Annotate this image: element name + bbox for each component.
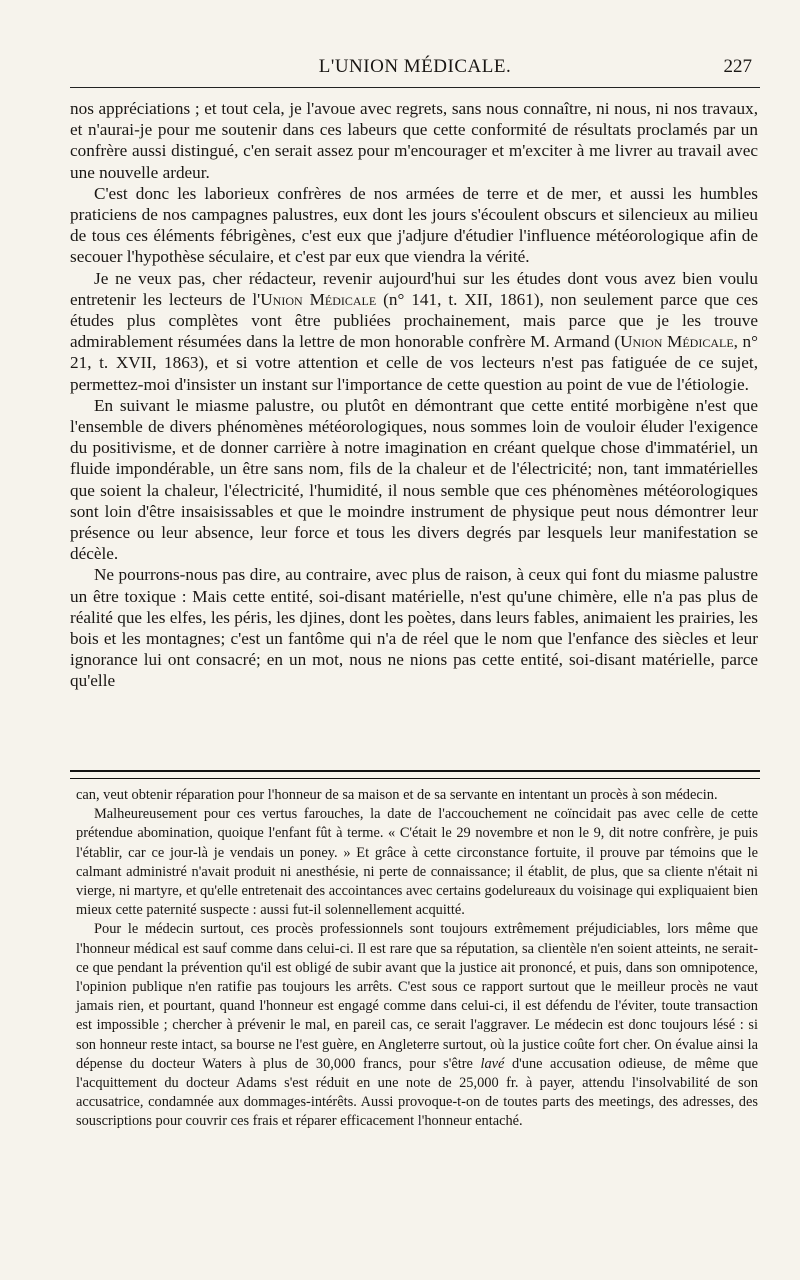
main-text: [70, 98, 758, 692]
journal-name: Union Médicale: [620, 332, 734, 352]
paragraph-3-part-c: , n° 21, t. XVII, 1863), et si votre attention et celle de vos lecteurs n'est pas fatiguée de ce sujet, permettez-moi d'insister un instant sur l'importance de cette question au point de vue de l'étiologie.: [70, 332, 759, 394]
running-title: L'UNION MÉDICALE.: [318, 56, 512, 77]
paragraph-3-part-a: Je ne veux pas, cher rédacteur, revenir aujourd'hui sur les études dont vous avez bien voulu entretenir les lecteurs de l': [70, 268, 758, 309]
paragraph-3: [70, 268, 758, 395]
page-header: [70, 52, 760, 82]
paragraph-4: En suivant le miasme palustre, ou plutôt en démontrant que cette entité morbigène n'est que l'ensemble de divers phénomènes météorologiques, nous sommes loin de vouloir éluder l'exigence du positivisme, et de donner carrière à notre imagination en créant quelque chose d'immatériel, un fluide impondérable, un être sans nom, fils de la chaleur et de l'électricité; non, tant immatérielles que soient la chaleur, l'électricité, l'humidité, il nous semble que ces phénomènes météorologiques sont loin d'être insaisissables et que le moindre instrument de physique peut nous démontrer leur présence ou leur absence, leur force et tous les divers degrés par lesquels leur manifestation se décèle.: [70, 395, 758, 564]
journal-name: Union Médicale: [260, 289, 377, 309]
paragraph-5: Ne pourrons-nous pas dire, au contraire, avec plus de raison, à ceux qui font du miasme palustre un être toxique : Mais cette entité, soi-disant matérielle, n'est qu'une chimère, elle n'a pas plus de réalité que les elfes, les péris, les djines, dont les poètes, dans leurs fables, animaient les prairies, les bois et les montagnes; c'est un fantôme qui n'a de réel que le nom que l'enfance des siècles et leur ignorance lui ont consacré; en un mot, nous ne nions pas cette entité, soi-disant matérielle, parce qu'elle: [70, 565, 758, 691]
note-paragraph-2: Malheureusement pour ces vertus farouches, la date de l'accouchement ne coïncidait pas avec celle de cette prétendue abomination, quoique l'enfant fût à terme. « C'était le 29 novembre et non le 9, dit notre confrère, je puis l'établir, car ce jour-là je vendais un poney. » Et grâce à cette circonstance fortuite, il prouve par témoins que le calmant administré n'avait produit ni anesthésie, ni perte de connaissance; il établit, de plus, que sa cliente n'était ni vierge, ni martyre, et qu'elle entretenait des accointances avec certains godelureaux du voisinage qui expliquaient bien mieux cette paternité suspecte : aussi fut-il solennellement acquitté.: [76, 806, 758, 919]
note-paragraph-3-part-b: d'une accusation odieuse, de même que l'acquittement du docteur Adams s'est réduit en une note de 25,000 fr. à payer, attendu l'insolvabilité de son accusatrice, condamnée aux dommages-intérêts. Aussi provoque-t-on de toutes parts des meetings, des adresses, des souscriptions pour couvrir ces frais et réparer efficacement l'honneur entaché.: [76, 1055, 758, 1130]
header-rule: [70, 87, 760, 88]
note-paragraph-1: can, veut obtenir réparation pour l'honneur de sa maison et de sa servante en intentant un procès à son médecin.: [76, 787, 718, 803]
footnote-separator: [70, 770, 760, 779]
paragraph-2: C'est donc les laborieux confrères de nos armées de terre et de mer, et aussi les humbles praticiens de nos campagnes palustres, eux dont les jours s'écoulent obscurs et silencieux au milieu de tous ces éléments fébrigènes, c'est eux que j'adjure d'étudier l'influence météorologique afin de secouer l'hypothèse séculaire, et c'est par eux que viendra la vérité.: [70, 183, 758, 267]
paragraph-3-part-b: (n° 141, t. XII, 1861), non seulement parce que ces études plus complètes vont être publiées prochainement, mais parce que je les trouve admirablement résumées dans la lettre de mon honorable confrère M. Armand (: [70, 289, 759, 352]
note-paragraph-3: [76, 920, 758, 1131]
footnote-text: [76, 786, 758, 1132]
paragraph-1: nos appréciations ; et tout cela, je l'avoue avec regrets, sans nous connaître, ni nous, ni nos travaux, et n'aurai-je pour me soutenir dans ces labeurs que cette conformité de résultats proclamés par un confrère aussi distingué, c'en serait assez pour m'encourager et m'exciter à me livrer au travail avec une nouvelle ardeur.: [70, 99, 758, 182]
italic-word: lavé: [480, 1055, 505, 1072]
page-number: 227: [723, 56, 752, 77]
note-paragraph-3-part-a: Pour le médecin surtout, ces procès professionnels sont toujours extrêmement préjudiciables, lors même que l'honneur médical est sauf comme dans celui-ci. Il est rare que sa réputation, sa clientèle n'en soient atteints, ne serait-ce que pendant la prévention qu'il est obligé de subir avant que la justice ait prononcé, et puis, dans son omnipotence, l'opinion publique n'en ratifie pas toujours les arrêts. C'est sous ce rapport surtout que le meilleur procès ne vaut jamais rien, et pourtant, quand l'honneur est engagé comme dans celui-ci, il est défendu de l'éviter, toute transaction est impossible ; chercher à prévenir le mal, en pareil cas, ce serait l'aggraver. Le médecin est donc toujours lésé : si son honneur reste intact, sa bourse ne l'est guère, en Angleterre surtout, où la justice coûte fort cher. On évalue ainsi la dépense du docteur Waters à plus de 30,000 francs, pour s'être: [76, 921, 758, 1072]
